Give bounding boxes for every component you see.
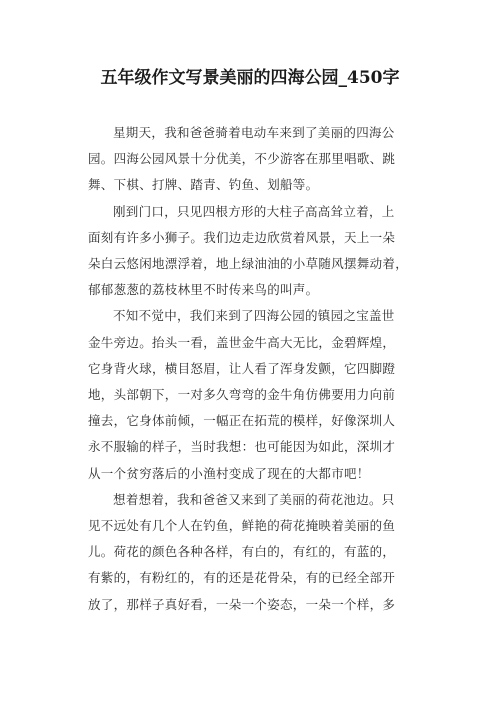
text-line: 舞、下棋、打牌、踏青、钓鱼、划船等。	[88, 177, 319, 193]
text-line: 面刻有许多小狮子。我们边走边欣赏着风景，天上一朵	[88, 229, 396, 245]
text-line: 它身背火球，横目怒眉，让人看了浑身发颤，它四脚蹬	[88, 360, 396, 376]
document-title: 五年级作文写景美丽的四海公园_450字	[100, 68, 400, 88]
text-line: 郁郁葱葱的荔枝林里不时传来鸟的叫声。	[88, 282, 319, 298]
text-line: 金牛旁边。抬头一看，盖世金牛高大无比，金碧辉煌，	[88, 334, 396, 350]
document-body	[88, 120, 414, 618]
text-line: 地，头部朝下，一对多久弯弯的金牛角仿佛要用力向前	[88, 387, 396, 403]
text-line: 星期天，我和爸爸骑着电动车来到了美丽的四海公	[113, 125, 395, 140]
text-line: 从一个贫穷落后的小渔村变成了现在的大都市吧！	[88, 465, 370, 481]
text-line: 撞去，它身体前倾，一幅正在拓荒的模样，好像深圳人	[88, 413, 396, 429]
text-line: 不知不觉中，我们来到了四海公园的镇园之宝盖世	[113, 308, 395, 324]
paragraph-2	[88, 199, 414, 304]
text-line: 朵白云悠闲地漂浮着，地上绿油油的小草随风摆舞动着，	[88, 256, 409, 272]
text-line: 放了，那样子真好看，一朵一个姿态，一朵一个样，多	[88, 596, 396, 612]
paragraph-3	[88, 303, 414, 486]
text-line: 有紫的，有粉红的，有的还是花骨朵，有的已经全部开	[88, 570, 396, 586]
text-line: 想着想着，我和爸爸又来到了美丽的荷花池边。只	[113, 491, 395, 507]
paragraph-1	[88, 120, 414, 199]
text-line: 园。四海公园风景十分优美，不少游客在那里唱歌、跳	[88, 151, 396, 167]
text-line: 儿。荷花的颜色各种各样，有白的，有红的，有蓝的，	[88, 544, 396, 560]
text-line: 永不服输的样子，当时我想：也可能因为如此，深圳才	[88, 439, 396, 455]
paragraph-4	[88, 487, 414, 618]
text-line: 刚到门口，只见四根方形的大柱子高高耸立着，上	[113, 203, 395, 219]
text-line: 见不远处有几个人在钓鱼，鲜艳的荷花掩映着美丽的鱼	[88, 518, 396, 534]
